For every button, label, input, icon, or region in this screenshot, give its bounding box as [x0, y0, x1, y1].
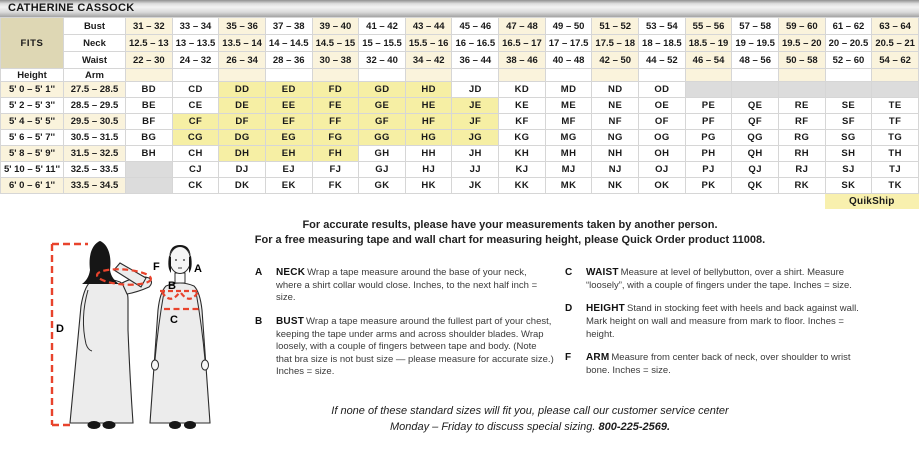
range-cell: 38 – 46 [499, 52, 546, 69]
range-cell: 57 – 58 [732, 18, 779, 35]
range-cell: 15 – 15.5 [359, 35, 406, 52]
range-cell: 20.5 – 21 [872, 35, 919, 52]
quikship-spacer [1, 194, 826, 210]
size-row [1, 82, 919, 98]
size-code-cell: HK [405, 178, 452, 194]
instruction-text: Wrap a tape measure around the base of your neck, where a shirt collar would close. Inches, to the next half inch = size. [276, 267, 538, 304]
size-code-cell: NJ [592, 162, 639, 178]
range-cell: 59 – 60 [778, 18, 825, 35]
size-code-cell: KG [499, 130, 546, 146]
instruction-term: BUST [276, 315, 305, 327]
size-code-cell: MG [545, 130, 592, 146]
size-code-cell: TK [872, 178, 919, 194]
unavailable-cell [126, 178, 173, 194]
size-code-cell: ME [545, 98, 592, 114]
size-code-cell: QE [732, 98, 779, 114]
header-empty-cell [732, 69, 779, 82]
measure-row-label: Bust [64, 18, 126, 35]
size-code-cell: RE [778, 98, 825, 114]
quikship-row [1, 194, 919, 210]
size-code-cell: EH [265, 146, 312, 162]
size-code-cell: DJ [219, 162, 266, 178]
arm-range-cell: 31.5 – 32.5 [64, 146, 126, 162]
size-row [1, 162, 919, 178]
size-code-cell: MJ [545, 162, 592, 178]
instruction-bust [255, 315, 555, 379]
size-code-cell: OK [639, 178, 686, 194]
arm-range-cell: 28.5 – 29.5 [64, 98, 126, 114]
header-empty-cell [359, 69, 406, 82]
instruction-height [565, 302, 865, 341]
range-cell: 14.5 – 15 [312, 35, 359, 52]
range-cell: 37 – 38 [265, 18, 312, 35]
size-code-cell: HE [405, 98, 452, 114]
instruction-text: Measure from center back of neck, over shoulder to wrist bone. Inches = size. [586, 352, 851, 376]
size-code-cell: ND [592, 82, 639, 98]
size-code-cell: KK [499, 178, 546, 194]
range-cell: 19.5 – 20 [778, 35, 825, 52]
range-cell: 41 – 42 [359, 18, 406, 35]
size-code-cell: GK [359, 178, 406, 194]
size-code-cell: TJ [872, 162, 919, 178]
range-cell: 55 – 56 [685, 18, 732, 35]
height-range-cell: 5' 8 – 5' 9'' [1, 146, 64, 162]
size-code-cell: OF [639, 114, 686, 130]
diagram-label-neck: A [194, 263, 202, 275]
range-cell: 54 – 62 [872, 52, 919, 69]
arm-range-cell: 32.5 – 33.5 [64, 162, 126, 178]
range-cell: 35 – 36 [219, 18, 266, 35]
size-code-cell: MD [545, 82, 592, 98]
height-range-cell: 6' 0 – 6' 1'' [1, 178, 64, 194]
size-code-cell: RK [778, 178, 825, 194]
size-code-cell: SK [825, 178, 872, 194]
size-code-cell: OE [639, 98, 686, 114]
size-code-cell: DF [219, 114, 266, 130]
size-code-cell: TE [872, 98, 919, 114]
size-code-cell: RJ [778, 162, 825, 178]
size-code-cell: CD [172, 82, 219, 98]
size-code-cell: ED [265, 82, 312, 98]
height-range-cell: 5' 4 – 5' 5'' [1, 114, 64, 130]
instruction-letter: F [565, 352, 572, 364]
range-cell: 14 – 14.5 [265, 35, 312, 52]
range-cell: 44 – 52 [639, 52, 686, 69]
header-empty-cell [499, 69, 546, 82]
height-column-header: Height [1, 69, 64, 82]
size-code-cell: GE [359, 98, 406, 114]
range-cell: 40 – 48 [545, 52, 592, 69]
arm-range-cell: 29.5 – 30.5 [64, 114, 126, 130]
size-code-cell: CE [172, 98, 219, 114]
size-code-cell: OD [639, 82, 686, 98]
arm-range-cell: 27.5 – 28.5 [64, 82, 126, 98]
size-code-cell: HG [405, 130, 452, 146]
range-cell: 20 – 20.5 [825, 35, 872, 52]
back-figure [70, 241, 152, 429]
size-code-cell: HH [405, 146, 452, 162]
size-code-cell: NK [592, 178, 639, 194]
unavailable-cell [126, 162, 173, 178]
size-code-cell: JJ [452, 162, 499, 178]
size-code-cell: CJ [172, 162, 219, 178]
range-cell: 24 – 32 [172, 52, 219, 69]
measure-row-waist [1, 52, 919, 69]
size-code-cell: CK [172, 178, 219, 194]
header-empty-cell [265, 69, 312, 82]
unavailable-cell [685, 82, 732, 98]
size-row [1, 146, 919, 162]
size-code-cell: TF [872, 114, 919, 130]
size-code-cell: FE [312, 98, 359, 114]
header-empty-cell [872, 69, 919, 82]
size-code-cell: CG [172, 130, 219, 146]
size-code-cell: SH [825, 146, 872, 162]
size-code-cell: GJ [359, 162, 406, 178]
instruction-text: Wrap a tape measure around the fullest part of your chest, keeping the tape under arms and across shoulder blades. Wrap loosely, with a couple of fingers between tape and body. (Note that bra size is not bust size — please measure for accurate size.) Inches = size. [276, 315, 554, 378]
size-code-cell: QK [732, 178, 779, 194]
instruction-term: ARM [586, 352, 610, 364]
size-code-cell: PE [685, 98, 732, 114]
height-arm-header-row [1, 69, 919, 82]
unavailable-cell [732, 82, 779, 98]
unavailable-cell [825, 82, 872, 98]
range-cell: 61 – 62 [825, 18, 872, 35]
measure-row-label: Waist [64, 52, 126, 69]
size-code-cell: QH [732, 146, 779, 162]
range-cell: 15.5 – 16 [405, 35, 452, 52]
range-cell: 53 – 54 [639, 18, 686, 35]
range-cell: 48 – 56 [732, 52, 779, 69]
range-cell: 31 – 32 [126, 18, 173, 35]
size-code-cell: PH [685, 146, 732, 162]
range-cell: 18 – 18.5 [639, 35, 686, 52]
instructions-column-1 [255, 266, 555, 389]
size-code-cell: QF [732, 114, 779, 130]
instruction-term: WAIST [586, 267, 619, 278]
quikship-badge: QuikShip [825, 194, 918, 210]
size-code-cell: JF [452, 114, 499, 130]
size-code-cell: OJ [639, 162, 686, 178]
size-code-cell: MH [545, 146, 592, 162]
size-code-cell: CF [172, 114, 219, 130]
size-code-cell: FH [312, 146, 359, 162]
height-range-cell: 5' 6 – 5' 7'' [1, 130, 64, 146]
header-empty-cell [126, 69, 173, 82]
range-cell: 51 – 52 [592, 18, 639, 35]
size-code-cell: EE [265, 98, 312, 114]
footer-phone-number: 800-225-2569. [598, 420, 671, 433]
instruction-arm [565, 351, 865, 377]
size-code-cell: HJ [405, 162, 452, 178]
header-empty-cell [452, 69, 499, 82]
instruction-letter: A [255, 267, 263, 278]
header-empty-cell [405, 69, 452, 82]
size-code-cell: PF [685, 114, 732, 130]
size-code-cell: SJ [825, 162, 872, 178]
instruction-text: Stand in stocking feet with heels and back against wall. Mark height on wall and measure from mark to floor. Inches = height. [586, 303, 859, 340]
size-code-cell: BH [126, 146, 173, 162]
header-empty-cell [219, 69, 266, 82]
size-code-cell: BE [126, 98, 173, 114]
range-cell: 36 – 44 [452, 52, 499, 69]
size-code-cell: JH [452, 146, 499, 162]
size-code-cell: KH [499, 146, 546, 162]
unavailable-cell [872, 82, 919, 98]
range-cell: 18.5 – 19 [685, 35, 732, 52]
diagram-label-height: D [56, 323, 64, 335]
range-cell: 16.5 – 17 [499, 35, 546, 52]
size-code-cell: FF [312, 114, 359, 130]
size-code-cell: MF [545, 114, 592, 130]
header-empty-cell [825, 69, 872, 82]
size-code-cell: HD [405, 82, 452, 98]
size-code-cell: KD [499, 82, 546, 98]
instruction-letter: C [565, 267, 573, 278]
range-cell: 39 – 40 [312, 18, 359, 35]
diagram-label-arm: F [153, 261, 160, 273]
range-cell: 17 – 17.5 [545, 35, 592, 52]
header-empty-cell [685, 69, 732, 82]
size-code-cell: EF [265, 114, 312, 130]
fits-cell: FITS [1, 18, 64, 69]
range-cell: 49 – 50 [545, 18, 592, 35]
size-code-cell: HF [405, 114, 452, 130]
size-code-cell: SG [825, 130, 872, 146]
measure-row-neck [1, 35, 919, 52]
range-cell: 63 – 64 [872, 18, 919, 35]
size-code-cell: OH [639, 146, 686, 162]
instruction-text: Measure at level of bellybutton, over a shirt. Measure “loosely”, with a couple of fingers under the tape. Inches = size. [586, 267, 852, 291]
size-code-cell: TH [872, 146, 919, 162]
size-code-cell: NH [592, 146, 639, 162]
size-code-cell: MK [545, 178, 592, 194]
range-cell: 30 – 38 [312, 52, 359, 69]
size-code-cell: PG [685, 130, 732, 146]
header-empty-cell [172, 69, 219, 82]
instruction-waist [565, 266, 865, 292]
range-cell: 22 – 30 [126, 52, 173, 69]
header-empty-cell [312, 69, 359, 82]
range-cell: 19 – 19.5 [732, 35, 779, 52]
instruction-neck [255, 266, 555, 305]
size-code-cell: DH [219, 146, 266, 162]
size-code-cell: PJ [685, 162, 732, 178]
size-code-cell: SF [825, 114, 872, 130]
size-code-cell: NF [592, 114, 639, 130]
instruction-letter: D [565, 303, 573, 315]
special-sizing-footer [140, 404, 919, 436]
range-cell: 42 – 50 [592, 52, 639, 69]
range-cell: 32 – 40 [359, 52, 406, 69]
size-code-cell: RH [778, 146, 825, 162]
size-code-cell: NG [592, 130, 639, 146]
footer-line-2-text: Monday – Friday to discuss special sizing. [389, 420, 596, 433]
size-code-cell: RG [778, 130, 825, 146]
range-cell: 34 – 42 [405, 52, 452, 69]
range-cell: 12.5 – 13 [126, 35, 173, 52]
arm-range-cell: 30.5 – 31.5 [64, 130, 126, 146]
range-cell: 16 – 16.5 [452, 35, 499, 52]
range-cell: 13.5 – 14 [219, 35, 266, 52]
size-code-cell: NE [592, 98, 639, 114]
unavailable-cell [778, 82, 825, 98]
size-code-cell: EG [265, 130, 312, 146]
range-cell: 45 – 46 [452, 18, 499, 35]
range-cell: 43 – 44 [405, 18, 452, 35]
height-range-cell: 5' 2 – 5' 3'' [1, 98, 64, 114]
size-code-cell: KE [499, 98, 546, 114]
size-code-cell: JD [452, 82, 499, 98]
range-cell: 50 – 58 [778, 52, 825, 69]
size-code-cell: GD [359, 82, 406, 98]
range-cell: 17.5 – 18 [592, 35, 639, 52]
size-code-cell: FJ [312, 162, 359, 178]
range-cell: 13 – 13.5 [172, 35, 219, 52]
size-code-cell: DE [219, 98, 266, 114]
size-code-cell: KF [499, 114, 546, 130]
size-code-cell: FK [312, 178, 359, 194]
footer-line-1: If none of these standard sizes will fit you, please call our customer service center [331, 405, 729, 417]
diagram-label-waist: C [170, 314, 178, 326]
size-code-cell: RF [778, 114, 825, 130]
instruction-term: NECK [276, 267, 306, 278]
size-code-cell: JG [452, 130, 499, 146]
size-code-cell: BD [126, 82, 173, 98]
size-code-cell: DG [219, 130, 266, 146]
range-cell: 46 – 54 [685, 52, 732, 69]
size-code-cell: EK [265, 178, 312, 194]
instructions-column-2 [565, 266, 865, 387]
header-empty-cell [592, 69, 639, 82]
measure-row-bust [1, 18, 919, 35]
diagram-label-bust: B [168, 280, 176, 292]
header-empty-cell [778, 69, 825, 82]
size-code-cell: GG [359, 130, 406, 146]
height-range-cell: 5' 0 – 5' 1'' [1, 82, 64, 98]
instruction-letter: B [255, 315, 263, 327]
range-cell: 28 – 36 [265, 52, 312, 69]
size-code-cell: KJ [499, 162, 546, 178]
arm-range-cell: 33.5 – 34.5 [64, 178, 126, 194]
size-code-cell: OG [639, 130, 686, 146]
range-cell: 33 – 34 [172, 18, 219, 35]
size-code-cell: QJ [732, 162, 779, 178]
size-code-cell: JK [452, 178, 499, 194]
size-row [1, 178, 919, 194]
size-code-cell: DD [219, 82, 266, 98]
header-empty-cell [545, 69, 592, 82]
size-code-cell: PK [685, 178, 732, 194]
header-empty-cell [639, 69, 686, 82]
page-title: CATHERINE CASSOCK [0, 0, 919, 17]
size-chart-table [0, 17, 919, 209]
range-cell: 52 – 60 [825, 52, 872, 69]
size-row [1, 130, 919, 146]
size-row [1, 114, 919, 130]
size-code-cell: TG [872, 130, 919, 146]
size-code-cell: GH [359, 146, 406, 162]
footer-line-2 [140, 420, 919, 436]
instruction-term: HEIGHT [586, 303, 625, 315]
size-code-cell: FD [312, 82, 359, 98]
size-code-cell: BF [126, 114, 173, 130]
measure-row-label: Neck [64, 35, 126, 52]
size-code-cell: DK [219, 178, 266, 194]
size-code-cell: SE [825, 98, 872, 114]
size-code-cell: FG [312, 130, 359, 146]
range-cell: 26 – 34 [219, 52, 266, 69]
size-code-cell: QG [732, 130, 779, 146]
size-code-cell: GF [359, 114, 406, 130]
size-code-cell: JE [452, 98, 499, 114]
size-code-cell: CH [172, 146, 219, 162]
range-cell: 47 – 48 [499, 18, 546, 35]
note-line-2: For a free measuring tape and wall chart for measuring height, please Quick Order product 11008. [254, 233, 766, 246]
note-line-1: For accurate results, please have your measurements taken by another person. [302, 219, 718, 231]
arm-column-header: Arm [64, 69, 126, 82]
size-code-cell: EJ [265, 162, 312, 178]
size-row [1, 98, 919, 114]
size-code-cell: BG [126, 130, 173, 146]
height-range-cell: 5' 10 – 5' 11'' [1, 162, 64, 178]
